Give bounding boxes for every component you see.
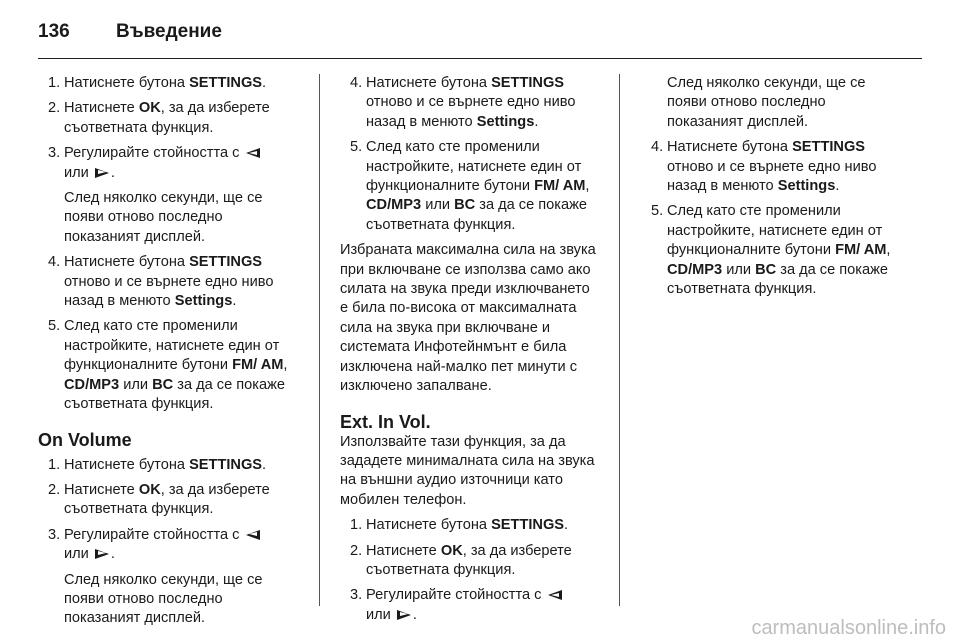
column-divider — [319, 74, 320, 606]
header-rule — [38, 58, 922, 59]
list-item: 1. Натиснете бутона SETTINGS. — [48, 75, 267, 91]
column-2 — [340, 74, 598, 631]
list-item: 4. Натиснете бутона SETTINGS отново и се върнете едно ниво назад в менюто Settings. — [48, 254, 274, 310]
steps-list — [340, 516, 598, 625]
triangle-left-icon — [548, 590, 562, 600]
list-note: След няколко секунди, ще се появи отново последно показаният дисплей. — [64, 571, 263, 627]
list-item: 2. Натиснете OK, за да изберете съответната функция. — [350, 542, 572, 578]
triangle-right-icon — [95, 168, 109, 178]
list-item: 4. Натиснете бутона SETTINGS отново и се върнете едно ниво назад в менюто Settings. — [651, 139, 877, 195]
list-item: 4. Натиснете бутона SETTINGS отново и се върнете едно ниво назад в менюто Settings. — [350, 75, 576, 130]
steps-list — [38, 74, 296, 415]
steps-list — [641, 138, 899, 299]
paragraph: Използвайте тази функция, за да зададете минималната сила на звука на външни аудио източници като мобилен телефон. — [340, 433, 595, 508]
paragraph: След няколко секунди, ще се появи отново последно показаният дисплей. — [667, 75, 866, 130]
list-item: 2. Натиснете OK, за да изберете съответната функция. — [48, 481, 270, 518]
page-header — [38, 14, 222, 50]
page-title: Въведение — [116, 21, 222, 42]
section-heading: On Volume — [38, 429, 132, 450]
list-item: 1. Натиснете бутона SETTINGS. — [48, 456, 267, 473]
list-item: 3. Регулирайте стойността с или . — [340, 586, 598, 625]
section-heading: Ext. In Vol. — [340, 411, 431, 432]
column-1 — [38, 74, 296, 635]
page-number: 136 — [38, 21, 70, 42]
triangle-right-icon — [95, 549, 109, 559]
list-item: 5. След като сте променили настройките, натиснете един от функционалните бутони FM/ AM, CD/MP3 или BC за да се покаже съответната функция. — [651, 203, 891, 298]
column-divider — [619, 74, 620, 606]
list-note: След няколко секунди, ще се появи отново последно показаният дисплей. — [64, 190, 263, 245]
steps-list — [340, 74, 598, 235]
column-3 — [641, 74, 899, 305]
list-item: 5. След като сте променили настройките, натиснете един от функционалните бутони FM/ AM, CD/MP3 или BC за да се покаже съответната функция. — [350, 139, 590, 233]
list-item: 3. Регулирайте стойността с или . След няколко секунди, ще се появи отново последно показаният дисплей. — [38, 526, 296, 629]
watermark: carmanualsonline.info — [751, 617, 946, 639]
triangle-left-icon — [246, 148, 260, 158]
list-item: 5. След като сте променили настройките, натиснете един от функционалните бутони FM/ AM, CD/MP3 или BC за да се покаже съответната функция. — [48, 318, 288, 413]
list-item: 2. Натиснете OK, за да изберете съответната функция. — [48, 100, 270, 136]
list-item: 3. Регулирайте стойността с или . След няколко секунди, ще се появи отново последно показаният дисплей. — [38, 144, 296, 247]
triangle-left-icon — [246, 530, 260, 540]
triangle-right-icon — [397, 610, 411, 620]
list-item: 1. Натиснете бутона SETTINGS. — [350, 517, 569, 534]
steps-list — [38, 456, 296, 629]
paragraph: Избраната максимална сила на звука при включване се използва само ако силата на звука преди изключването е била по-висока от максималната сила на звука при включване и системата Инфотейнмънт е била изключена най-малко пет минути с изключено запалване. — [340, 242, 596, 395]
